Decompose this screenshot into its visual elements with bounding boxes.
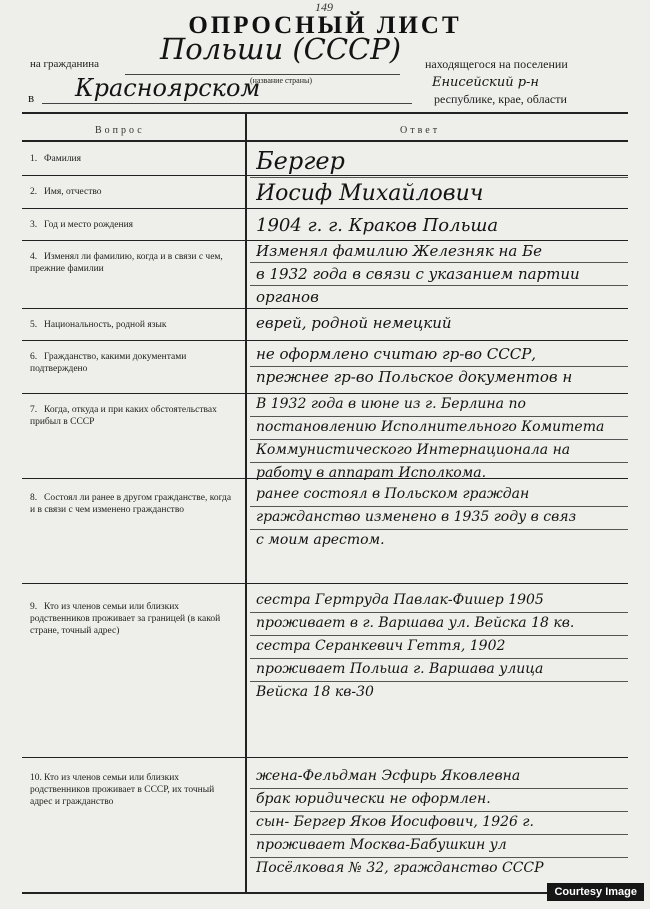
answer-line: жена-Фельдман Эсфирь Яковлевна xyxy=(256,768,521,784)
question-4: 4. Изменял ли фамилию, когда и в связи с чем, прежние фамилии xyxy=(30,252,223,274)
answer-line: ранее состоял в Польском граждан xyxy=(256,486,530,502)
country-hint: (название страны) xyxy=(250,76,313,85)
answer-line: сестра Гертруда Павлак-Фишер 1905 xyxy=(256,592,544,608)
answer-1 xyxy=(256,148,630,175)
question-3: 3. Год и место рождения xyxy=(30,220,134,230)
row-divider xyxy=(22,583,628,584)
table-header-border xyxy=(22,140,628,142)
answer-line: сын- Бергер Яков Иосифович, 1926 г. xyxy=(256,814,534,830)
question-2: 2. Имя, отчество xyxy=(30,187,102,197)
question-7: 7. Когда, откуда и при каких обстоятельствах прибыл в СССР xyxy=(30,405,217,427)
in-label: в xyxy=(28,90,35,105)
answer-3 xyxy=(256,212,630,239)
image-credit-badge: Courtesy Image xyxy=(547,883,644,901)
row-divider xyxy=(22,757,628,758)
answer-line: не оформлено считаю гр-во СССР, xyxy=(256,345,537,363)
answer-line: Коммунистического Интернационала на xyxy=(256,442,571,458)
row-divider xyxy=(22,208,628,209)
answer-line: органов xyxy=(256,288,319,306)
page-number: 149 xyxy=(315,0,333,14)
region-underline xyxy=(42,103,412,104)
answer-line: работу в аппарат Исполкома. xyxy=(256,465,487,481)
answer-line: с моим арестом. xyxy=(256,532,385,548)
question-6: 6. Гражданство, какими документами подтверждено xyxy=(30,352,187,374)
answer-line: проживает Польша г. Варшава улица xyxy=(256,661,544,677)
answer-line: проживает в г. Варшава ул. Вейска 18 кв. xyxy=(256,615,575,631)
answer-line: 1904 г. г. Краков Польша xyxy=(256,215,499,236)
column-header-question: Вопрос xyxy=(95,125,145,136)
answer-ruled-line xyxy=(250,177,628,178)
question-9: 9. Кто из членов семьи или близких родственников проживает за границей (в какой стране, точный адрес) xyxy=(30,602,221,636)
answer-line: Вейска 18 кв-30 xyxy=(256,684,374,700)
answer-line: сестра Серанкевич Геття, 1902 xyxy=(256,638,506,654)
answer-7 xyxy=(256,393,630,485)
answer-line: проживает Москва-Бабушкин ул xyxy=(256,837,507,853)
document-title: ОПРОСНЫЙ ЛИСТ xyxy=(188,12,462,39)
answer-line: брак юридически не оформлен. xyxy=(256,791,491,807)
table-bottom-border xyxy=(22,892,628,894)
answer-4 xyxy=(256,240,630,309)
answer-line: Иосиф Михайлович xyxy=(256,181,484,206)
answer-line: в 1932 года в связи с указанием партии xyxy=(256,265,580,283)
country-handwritten: Польши (СССР) xyxy=(160,32,402,66)
column-header-answer: Ответ xyxy=(400,125,441,136)
answer-10 xyxy=(256,765,630,880)
answer-line: Изменял фамилию Железняк на Бе xyxy=(256,242,543,260)
answer-line: В 1932 года в июне из г. Берлина по xyxy=(256,396,526,412)
answer-line: Бергер xyxy=(256,148,345,175)
located-label: находящегося на поселении xyxy=(425,57,568,71)
question-10: 10. Кто из членов семьи или близких родственников проживает в СССР, их точный адрес и гражданство xyxy=(30,773,215,807)
table-top-border xyxy=(22,112,628,114)
citizen-label: на гражданина xyxy=(30,58,100,70)
answer-5 xyxy=(256,312,630,335)
region-suffix: республике, крае, области xyxy=(434,92,567,106)
answer-9 xyxy=(256,589,630,704)
answer-2 xyxy=(256,180,630,207)
answer-line: прежнее гр-во Польское документов н xyxy=(256,368,573,386)
row-divider xyxy=(22,175,628,176)
answer-line: еврей, родной немецкий xyxy=(256,314,452,332)
settlement-handwritten: Енисейский р-н xyxy=(432,75,539,90)
answer-line: Посёлковая № 32, гражданство СССР xyxy=(256,860,544,876)
answer-8 xyxy=(256,483,630,552)
question-5: 5. Национальность, родной язык xyxy=(30,320,167,330)
question-8: 8. Состоял ли ранее в другом гражданстве, когда и в связи с чем изменено гражданство xyxy=(30,493,232,515)
answer-6 xyxy=(256,343,630,389)
row-divider xyxy=(22,340,628,341)
answer-line: гражданство изменено в 1935 году в связ xyxy=(256,509,577,525)
answer-line: постановлению Исполнительного Комитета xyxy=(256,419,605,435)
region-handwritten: Красноярском xyxy=(75,74,261,102)
question-1: 1. Фамилия xyxy=(30,154,82,164)
table-column-divider xyxy=(245,113,247,893)
